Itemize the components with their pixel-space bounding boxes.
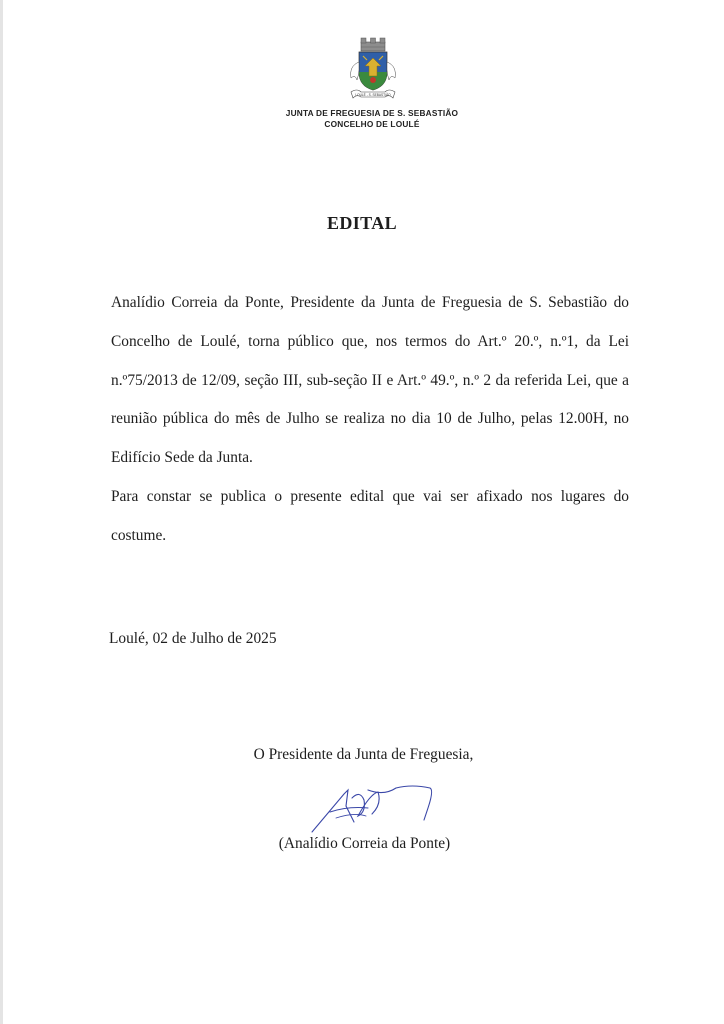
- body-paragraph-2: Para constar se publica o presente edital que vai ser afixado nos lugares do costume.: [111, 487, 629, 544]
- document-body: [111, 284, 629, 556]
- place-date: Loulé, 02 de Julho de 2025: [109, 630, 277, 647]
- handwritten-signature: [308, 782, 453, 834]
- signatory-title: O Presidente da Junta de Freguesia,: [253, 746, 474, 763]
- crest-motto: LOULÉ - S. SEBASTIÃO: [355, 93, 391, 97]
- body-paragraph-1: Analídio Correia da Ponte, Presidente da Junta de Freguesia de S. Sebastião do Concelho de Loulé, torna público que, nos termos do Art.º 20.º, n.º1, da Lei n.º75/2013 de 12/09, seção III, sub-seção II e Art.º 49.º, n.º 2 da referida Lei, que a reunião pública do mês de Julho se realiza no dia 10 de Julho, pelas 12.00H, no Edifício Sede da Junta.: [111, 294, 629, 467]
- signatory-name: (Analídio Correia da Ponte): [278, 835, 451, 852]
- document-title: EDITAL: [326, 213, 398, 233]
- header-line-2: CONCELHO DE LOULÉ: [324, 119, 420, 129]
- header-line-1: JUNTA DE FREGUESIA DE S. SEBASTIÃO: [285, 108, 459, 118]
- coat-of-arms-icon: [337, 36, 409, 102]
- page-edge: [0, 0, 3, 1024]
